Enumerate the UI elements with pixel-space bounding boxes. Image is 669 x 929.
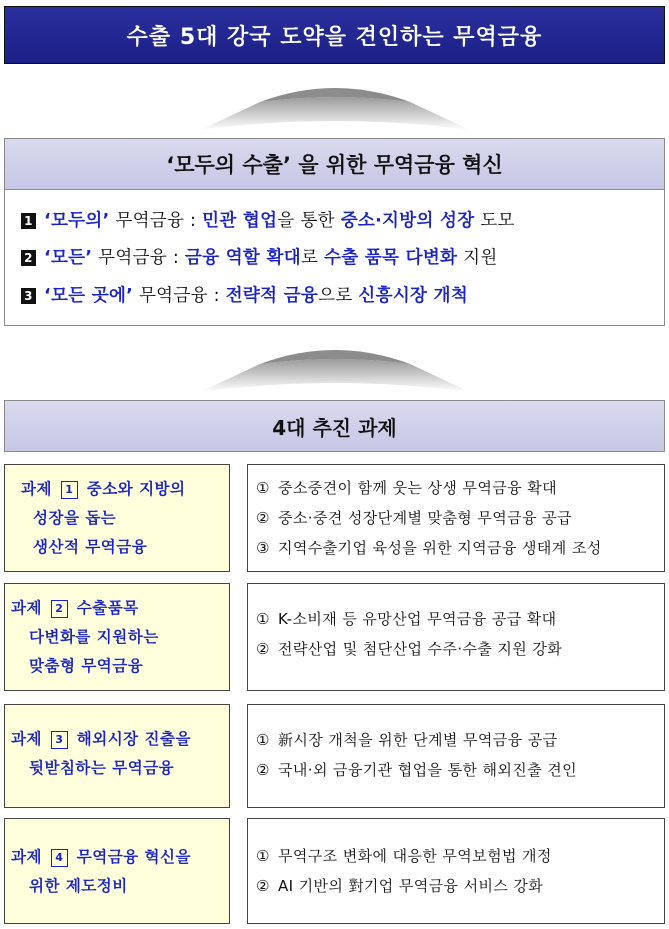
- task-number: 3: [51, 731, 68, 749]
- detail-item: ③ 지역수출기업 육성을 위한 지역금융 생태계 조성: [256, 539, 602, 557]
- innovation-heading: ‘모두의 수출’ 을 위한 무역금융 혁신: [5, 139, 664, 190]
- number-badge: 2: [21, 250, 36, 266]
- number-badge: 3: [21, 288, 36, 304]
- task-title-box: 과제 2 수출품목 다변화를 지원하는 맞춤형 무역금융: [4, 583, 230, 691]
- detail-item: ① K-소비재 등 유망산업 무역금융 공급 확대: [256, 610, 557, 628]
- number-badge: 1: [21, 213, 36, 229]
- detail-item: ② 전략산업 및 첨단산업 수주·수출 지원 강화: [256, 640, 563, 658]
- detail-item: ① 新시장 개척을 위한 단계별 무역금융 공급: [256, 731, 558, 749]
- up-arrow-icon: [0, 72, 669, 132]
- task-number: 1: [61, 481, 78, 499]
- detail-item: ② AI 기반의 對기업 무역금융 서비스 강화: [256, 877, 544, 895]
- task-title-box: 과제 3 해외시장 진출을 뒷받침하는 무역금융: [4, 704, 230, 808]
- detail-item: ② 국내·외 금융기관 협업을 통한 해외진출 견인: [256, 761, 578, 779]
- detail-item: ① 무역구조 변화에 대응한 무역보험법 개정: [256, 847, 552, 865]
- detail-item: ② 중소·중견 성장단계별 맞춤형 무역금융 공급: [256, 509, 572, 527]
- innovation-item: 2 ‘모든’ 무역금융 : 금융 역할 확대로 수출 품목 다변화 지원: [21, 244, 498, 269]
- title-banner: [4, 6, 665, 64]
- innovation-item: 3 ‘모든 곳에’ 무역금융 : 전략적 금융으로 신흥시장 개척: [21, 282, 468, 307]
- innovation-item: 1 ‘모두의’ 무역금융 : 민관 협업을 통한 중소·지방의 성장 도모: [21, 207, 515, 232]
- task-detail-box: [247, 583, 665, 691]
- task-number: 2: [51, 600, 68, 618]
- task-number: 4: [51, 849, 68, 867]
- task-detail-box: [247, 818, 665, 924]
- up-arrow-icon: [0, 334, 669, 394]
- task-title-box: 과제 1 중소와 지방의 성장을 돕는 생산적 무역금융: [4, 464, 230, 572]
- page-title: 수출 5대 강국 도약을 견인하는 무역금융: [126, 24, 543, 50]
- detail-item: ① 중소중견이 함께 웃는 상생 무역금융 확대: [256, 479, 557, 497]
- task-detail-box: [247, 704, 665, 808]
- task-detail-box: [247, 464, 665, 572]
- task-title-box: 과제 4 무역금융 혁신을 위한 제도정비: [4, 818, 230, 924]
- tasks-heading: 4대 추진 과제: [4, 400, 665, 452]
- innovation-panel: [4, 138, 665, 326]
